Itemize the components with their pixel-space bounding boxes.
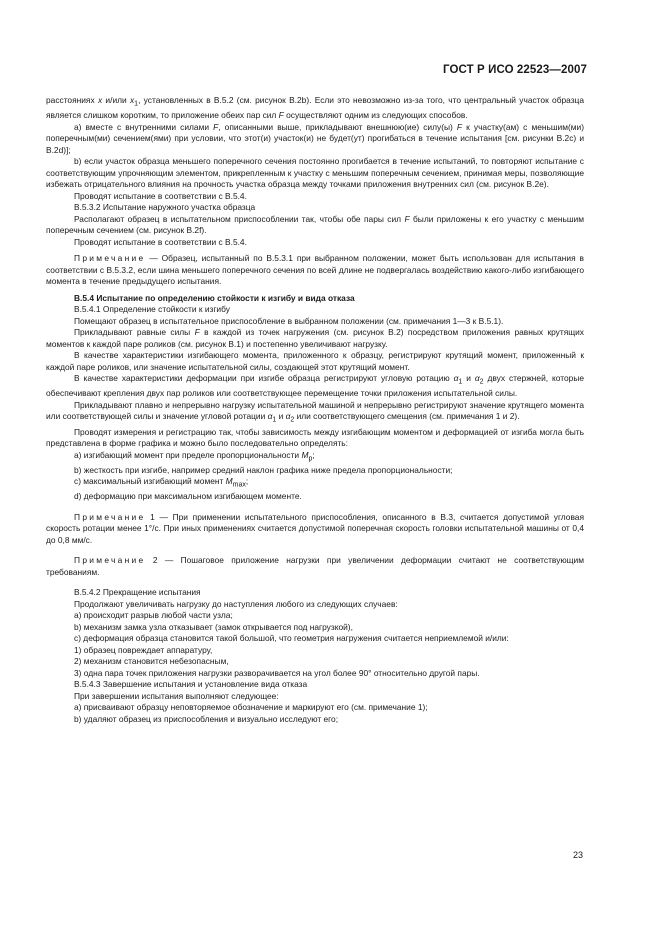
paragraph: Примечание — Образец, испытанный по В.5.3.1 при выбранном положении, может быть использован для испытания в соответствии с В.5.3.2, если шина меньшего поперечного сечения по всей длине не подвергалась воздействию какого-либо изгибающего момента в течение предыдущего испытания. (46, 253, 584, 287)
paragraph: 3) одна пара точек приложения нагрузки разворачивается на угол более 90° относительно другой пары. (74, 667, 480, 678)
paragraph: Прикладывают плавно и непрерывно нагрузку испытательной машиной и непрерывно регистрируют значение крутящего момента или соответствующей силы и значение угловой ротации $\alpha_1$ и $\alpha_2$ или соответствующего смещения (см. примечания 1 и 2). (46, 399, 584, 425)
page-number: 23 (572, 850, 583, 860)
paragraph: При завершении испытания выполняют следующее: (74, 690, 279, 701)
paragraph: Проводят испытание в соответствии с В.5.4. (74, 236, 247, 247)
paragraph: a) происходит разрыв любой части узла; (74, 610, 233, 621)
paragraph: В.5.4 Испытание по определению стойкости к изгибу и вида отказа (74, 292, 355, 303)
paragraph: 1) образец повреждает аппаратуру, (74, 644, 213, 655)
paragraph: Примечание 1 — При применении испытательного приспособления, описанного в В.3, считается допустимой угловая скорость ротации менее 1°/с. При иных применениях считается допустимой поперечная скорость головки испытательной машины от 0,4 до 0,8 мм/с. (46, 511, 584, 545)
paragraph: c) деформация образца становится такой большой, что геометрия нагружения считается неприемлемой и/или: (74, 633, 509, 644)
paragraph: Располагают образец в испытательном приспособлении так, чтобы обе пары сил F были приложены к его участку с меньшим поперечным сечением (см. рисунок В.2f). (46, 213, 584, 236)
document-body (46, 95, 584, 725)
paragraph: расстояниях x и/или $x_1$, установленных в В.5.2 (см. рисунок В.2b). Если это невозможно из-за того, что центральный участок образца является слишком коротким, то приложение обеих пар сил F осуществляют одним из следующих способов. (46, 95, 585, 121)
paragraph: b) механизм замка узла отказывает (замок открывается под нагрузкой), (74, 621, 353, 632)
paragraph: В качестве характеристики изгибающего момента, приложенного к образцу, регистрируют крутящий момент, приложенный к каждой паре роликов, или значение испытательной силы, создающей этот крутящий момент. (46, 350, 584, 372)
paragraph: a) изгибающий момент при пределе пропорциональности $M_p$; (74, 449, 315, 463)
document-header: ГОСТ Р ИСО 22523—2007 (442, 64, 587, 76)
paragraph: a) вместе с внутренними силами F, описанными выше, прикладывают внешнюю(ие) силу(ы) F к участку(ам) с меньшим(ми) поперечным(ми) сечением(ями) при условии, что этот(и) участок(и) не будет(ут) прогибаться в течение испытания [см. рисунки В.2c) и В.2d)]; (46, 121, 585, 155)
paragraph: Прикладывают равные силы F в каждой из точек нагружения (см. рисунок В.2) посредством приложения равных крутящих моментов к каждой паре роликов (см. рисунок В.1) и постепенно увеличивают нагрузку. (46, 327, 584, 349)
paragraph: Проводят измерения и регистрацию так, чтобы зависимость между изгибающим моментом и деформацией от изгиба могла быть представлена в форме графика и можно было последовательно определять: (46, 426, 584, 449)
paragraph: b) удаляют образец из приспособления и визуально исследуют его; (74, 713, 339, 724)
paragraph: В.5.4.3 Завершение испытания и установление вида отказа (74, 679, 308, 690)
paragraph: В.5.4.1 Определение стойкости к изгибу (74, 304, 230, 315)
paragraph: b) жесткость при изгибе, например средний наклон графика ниже предела пропорциональности; (74, 464, 453, 475)
paragraph: a) присваивают образцу неповторяемое обозначение и маркируют его (см. примечание 1); (74, 702, 428, 713)
paragraph: 2) механизм становится небезопасным, (74, 656, 229, 667)
paragraph: В качестве характеристики деформации при изгибе образца регистрируют угловую ротацию $\alpha_1$ и $\alpha_2$ двух стержней, которые обеспечивают крепления двух пар роликов или соответствующее перемещение точки приложения испытательной силы. (46, 373, 584, 399)
paragraph: В.5.3.2 Испытание наружного участка образца (74, 202, 256, 213)
paragraph: b) если участок образца меньшего поперечного сечения постоянно прогибается в течение испытаний, то повторяют испытание с соответствующим упрочняющим элементом, прикрепленным к участку с меньшим поперечным сечением, принимая меры, позволяющие избежать отрицательного влияния на прочность участка образца между точками приложения внутренних сил (см. рисунок В.2e). (46, 156, 584, 190)
paragraph: c) максимальный изгибающий момент $M_{max}$; (74, 476, 249, 489)
paragraph: Примечание 2 — Пошаговое приложение нагрузки при увеличении деформации считают не соответствующим требованиям. (46, 555, 584, 577)
paragraph: Продолжают увеличивать нагрузку до наступления любого из следующих случаев: (74, 598, 398, 609)
paragraph: d) деформацию при максимальном изгибающем моменте. (74, 491, 302, 502)
paragraph: В.5.4.2 Прекращение испытания (74, 587, 201, 598)
paragraph: Помещают образец в испытательное приспособление в выбранном положении (см. примечания 1—3 к В.5.1). (74, 315, 504, 326)
paragraph: Проводят испытание в соответствии с В.5.4. (74, 190, 247, 201)
